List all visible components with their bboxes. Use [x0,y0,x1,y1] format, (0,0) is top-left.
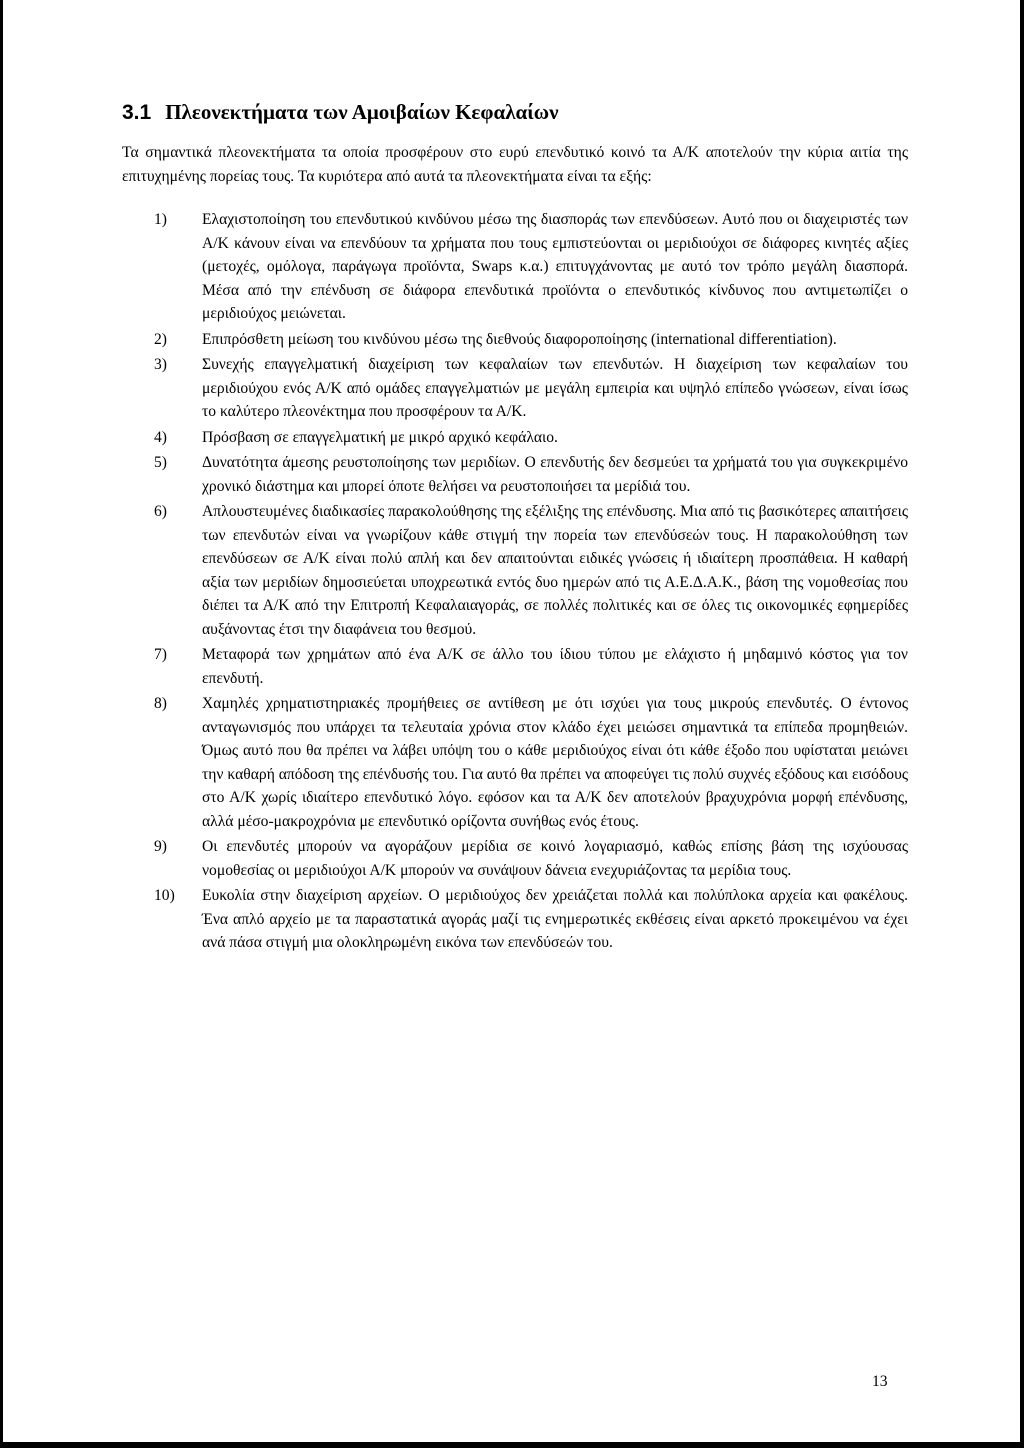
list-item [122,692,908,833]
page-number: 13 [872,1373,888,1390]
list-item-text: Οι επενδυτές μπορούν να αγοράζουν μερίδια σε κοινό λογαριασμό, καθώς επίσης βάση της ισχύουσας νομοθεσίας οι μεριδιούχοι Α/Κ μπορούν να συνάψουν δάνεια ενεχυριάζοντας τα μερίδια τους. [202,838,908,879]
list-item-marker: 3) [154,356,167,373]
list-item-text: Μεταφορά των χρημάτων από ένα Α/Κ σε άλλο του ίδιου τύπου με ελάχιστο ή μηδαμινό κόστος για τον επενδυτή. [202,646,908,687]
list-item-text: Πρόσβαση σε επαγγελματική με μικρό αρχικό κεφάλαιο. [202,428,558,446]
list-item-marker: 2) [154,330,167,348]
list-item-marker: 7) [154,646,167,663]
list-item [122,353,908,424]
list-item-marker: 8) [154,695,167,712]
scan-border-right [1020,0,1024,1448]
list-item [122,451,908,498]
list-item [122,884,908,955]
scan-border-bottom [0,1442,1024,1448]
section-heading [122,98,908,127]
list-item [122,208,908,326]
list-item-marker: 5) [154,454,167,471]
list-item [122,328,908,352]
list-item-text: Απλουστευμένες διαδικασίες παρακολούθησης της εξέλιξης της επένδυσης. Μια από τις βασικότερες απαιτήσεις των επενδυτών είναι να γνωρίζουν κάθε στιγμή την πορεία των επενδύσεών τους. Η παρακολούθηση των επενδύσεων σε Α/Κ είναι πολύ απλή και δεν απαιτούνται ειδικές γνώσεις ή ιδιαίτερη προσπάθεια. Η καθαρή αξία των μεριδίων δημοσιεύεται υποχρεωτικά εντός δυο ημερών από τις Α.Ε.Δ.Α.Κ., βάση της νομοθεσίας που διέπει τα Α/Κ από την Επιτροπή Κεφαλαιαγοράς, σε πολλές πολιτικές και σε όλες τις οικονομικές εφημερίδες αυξάνοντας έτσι την διαφάνεια του θεσμού. [202,503,908,638]
list-item-marker: 9) [154,838,167,855]
intro-paragraph: Τα σημαντικά πλεονεκτήματα τα οποία προσφέρουν στο ευρύ επενδυτικό κοινό τα Α/Κ αποτελούν την κύρια αιτία της επιτυχημένης πορείας τους. Τα κυριότερα από αυτά τα πλεονεκτήματα είναι τα εξής: [122,144,908,185]
section-title: Πλεονεκτήματα των Αμοιβαίων Κεφαλαίων [165,100,559,124]
list-item-marker: 4) [154,428,167,446]
list-item-text: Συνεχής επαγγελματική διαχείριση των κεφαλαίων των επενδυτών. Η διαχείριση των κεφαλαίων του μεριδιούχου ενός Α/Κ από ομάδες επαγγελματιών με μεγάλη εμπειρία και υψηλό επίπεδο γνώσεων, είναι ίσως το καλύτερο πλεονέκτημα που προσφέρουν τα Α/Κ. [202,356,908,420]
page-content [122,98,908,957]
list-item-marker: 1) [154,211,167,228]
list-item-text: Δυνατότητα άμεσης ρευστοποίησης των μεριδίων. Ο επενδυτής δεν δεσμεύει τα χρήματά του για συγκεκριμένο χρονικό διάστημα και μπορεί όποτε θελήσει να ρευστοποιήσει τα μερίδιά του. [202,454,908,495]
section-number: 3.1 [122,101,152,124]
list-item-text: Επιπρόσθετη μείωση του κινδύνου μέσω της διεθνούς διαφοροποίησης (international differentiation). [202,330,837,348]
scan-border-left [0,0,3,1448]
list-item-marker: 6) [154,503,167,520]
list-item [122,426,908,450]
list-item-text: Ευκολία στην διαχείριση αρχείων. Ο μεριδιούχος δεν χρειάζεται πολλά και πολύπλοκα αρχεία και φακέλους. Ένα απλό αρχείο με τα παραστατικά αγοράς μαζί τις ενημερωτικές εκθέσεις είναι αρκετό προκειμένου να έχει ανά πάσα στιγμή μια ολοκληρωμένη εικόνα των επενδύσεών του. [202,887,908,951]
list-item-marker: 10) [154,887,175,904]
list-item [122,835,908,882]
list-item-text: Ελαχιστοποίηση του επενδυτικού κινδύνου μέσω της διασποράς των επενδύσεων. Αυτό που οι διαχειριστές των Α/Κ κάνουν είναι να επενδύουν τα χρήματα που τους εμπιστεύονται οι μεριδιούχοι σε διάφορες κινητές αξίες (μετοχές, ομόλογα, παράγωγα προϊόντα, Swaps κ.α.) επιτυγχάνοντας με αυτό τον τρόπο μεγάλη διασπορά. Μέσα από την επένδυση σε διάφορα επενδυτικά προϊόντα ο επενδυτικός κίνδυνος που αντιμετωπίζει ο μεριδιούχος μειώνεται. [202,211,908,322]
list-item [122,500,908,641]
advantages-list [122,208,908,955]
list-item [122,643,908,690]
list-item-text: Χαμηλές χρηματιστηριακές προμήθειες σε αντίθεση με ότι ισχύει για τους μικρούς επενδυτές. Ο έντονος ανταγωνισμός που υπάρχει τα τελευταία χρόνια στον κλάδο έχει μειώσει σημαντικά τα επίπεδα προμηθειών. Όμως αυτό που θα πρέπει να λάβει υπόψη του ο κάθε μεριδιούχος είναι ότι κάθε έξοδο που υφίσταται μειώνει την καθαρή απόδοση της επένδυσής του. Για αυτό θα πρέπει να αποφεύγει τις πολύ συχνές εξόδους και εισόδους στο Α/Κ χωρίς ιδιαίτερο επενδυτικό λόγο. εφόσον και τα Α/Κ δεν αποτελούν βραχυχρόνια μορφή επένδυσης, αλλά μέσο-μακροχρόνια με επενδυτικό ορίζοντα συνήθως ενός έτους. [202,695,908,830]
